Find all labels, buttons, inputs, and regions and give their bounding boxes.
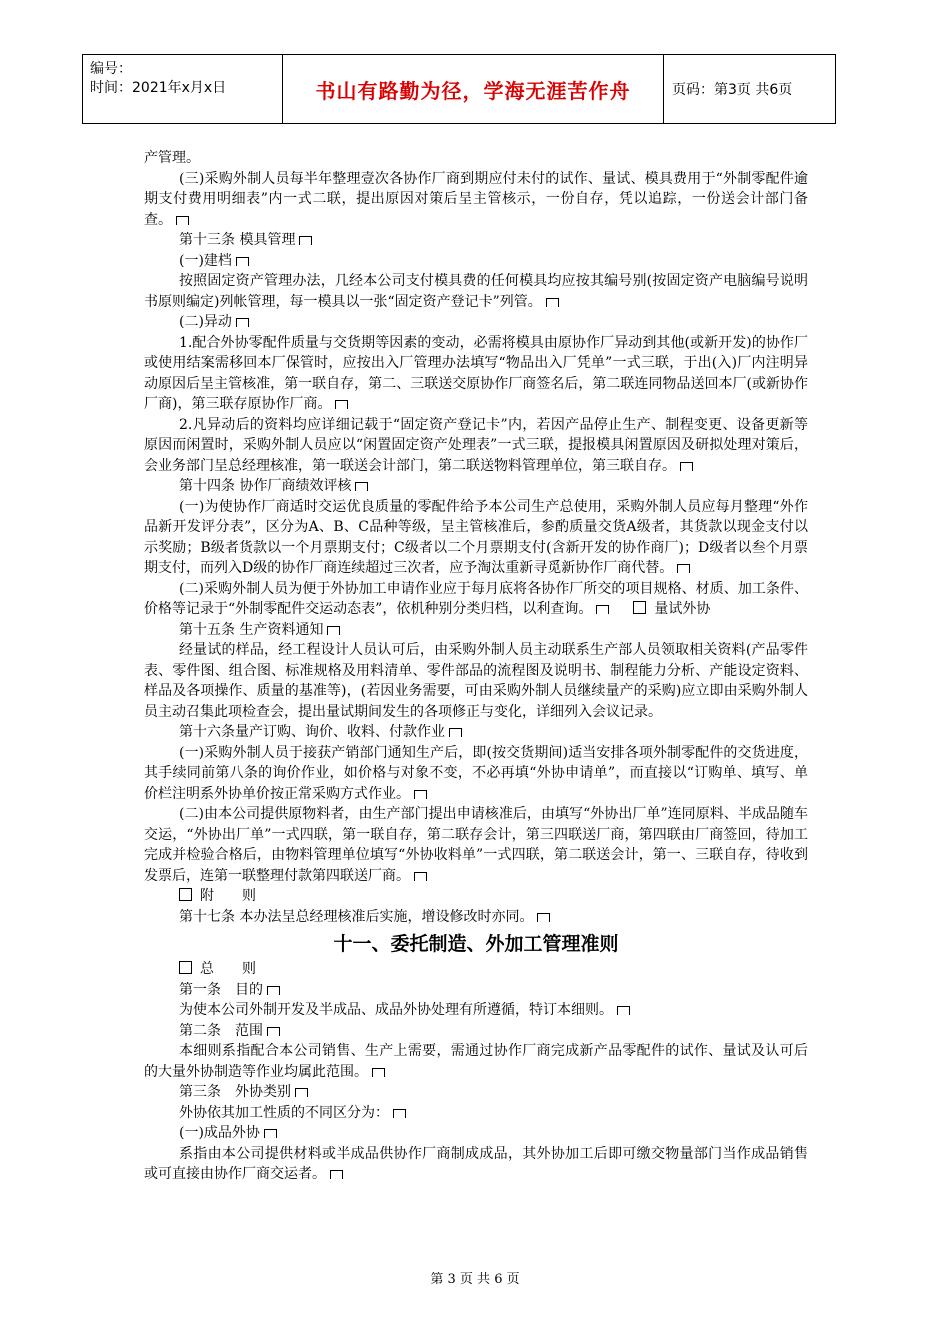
header-page-info: 页码：第3页 共6页 [672, 82, 793, 98]
paragraph [144, 169, 808, 231]
paragraph-text: 本细则系指配合本公司销售、生产上需要，需通过协作厂商完成新产品零配件的试作、量试及认可后的大量外协制造等作业均属此范围。 [144, 1043, 808, 1080]
doc-number-label: 编号： [90, 61, 132, 77]
paragraph-text: 第二条 范围 [179, 1022, 263, 1039]
section-part-2 [144, 959, 808, 1185]
checkbox-square-icon [633, 601, 646, 614]
paragraph-mark-icon [617, 1006, 630, 1015]
paragraph-mark-icon [680, 462, 693, 471]
section-heading [144, 959, 808, 980]
paragraph [144, 579, 808, 620]
checkbox-square-icon [179, 888, 192, 901]
paragraph-mark-icon [537, 913, 550, 922]
paragraph-mark-icon [393, 1109, 406, 1118]
paragraph [144, 1123, 808, 1144]
section-part-1 [144, 148, 808, 927]
paragraph-mark-icon [299, 236, 312, 245]
inline-section-heading [633, 601, 710, 617]
paragraph-mark-icon [267, 1027, 280, 1036]
paragraph-text: 第三条 外协类别 [179, 1084, 291, 1100]
paragraph [144, 415, 808, 477]
paragraph [144, 271, 808, 312]
paragraph [144, 148, 808, 169]
paragraph-text: 2.凡异动后的资料均应详细记载于“固定资产登记卡”内，若因产品停止生产、制程变更、设备更新等原因而闲置时，采购外制人员应以“闲置固定资产处理表”一式三联，提报模具闲置原因及研拟处理对策后，会业务部门呈总经理核准，第一联送会计部门，第二联送物料管理单位，第三联自存。 [144, 416, 808, 474]
paragraph-text: 1.配合外协零配件质量与交货期等因素的变动，必需将模具由原协作厂异动到其他(或新开发)的协作厂或使用结案需移回本厂保管时，应按出入厂管理办法填写“物品出入厂凭单”一式三联，于出(入)厂内注明异动原因后呈主管核准，第一联自存，第二、三联送交原协作厂商签名后，第二联连同物品送回本厂(或新协作厂商)，第三联存原协作厂商。 [144, 334, 808, 412]
paragraph [144, 312, 808, 333]
paragraph-text: (一)采购外制人员于接获产销部门通知生产后，即(按交货期间)适当安排各项外制零配件的交货进度，其手续同前第八条的询价作业，如价格与对象不变，不必再填“外协申请单”，而直接以“订购单、填写、单价栏注明系外协单价按正常采购方式作业。 [144, 744, 808, 802]
paragraph-mark-icon [449, 728, 462, 737]
paragraph-text: (三)采购外制人员每半年整理壹次各协作厂商到期应付未付的试作、量试、模具费用于“外制零配件逾期支付费用明细表”内一式二联，提出原因对策后呈主管核示，一份自存，凭以追踪，一份送会计部门备查。 [144, 170, 808, 228]
paragraph [144, 476, 808, 497]
page-footer: 第 3 页 共 6 页 [430, 1272, 520, 1287]
paragraph-text: (一)成品外协 [179, 1125, 260, 1141]
paragraph-mark-icon [677, 564, 690, 573]
paragraph [144, 251, 808, 272]
paragraph-text: (二)由本公司提供原物料者，由生产部门提出申请核准后，由填写“外协出厂单”连同原料、半成品随车交运，“外协出厂单”一式四联，第一联自存，第二联存会计，第三四联送厂商，第四联由厂商签回，待加工完成并检验合格后，由物料管理单位填写“外协收料单”一式四联，第二联送会计，第一、三联自存，待收到发票后，连第一联整理付款第四联送厂商。 [144, 806, 808, 884]
paragraph-mark-icon [264, 1129, 277, 1138]
inline-section-heading-text: 量试外协 [654, 601, 711, 617]
paragraph [144, 907, 808, 928]
paragraph-mark-icon [236, 318, 249, 327]
paragraph-text: 第十三条 模具管理 [179, 232, 296, 248]
paragraph-mark-icon [267, 986, 280, 995]
paragraph-text: 第十五条 生产资料通知 [179, 621, 324, 638]
paragraph-mark-icon [414, 790, 427, 799]
paragraph-text: 第十四条 协作厂商绩效评核 [179, 478, 352, 494]
paragraph-mark-icon [176, 216, 189, 225]
paragraph [144, 333, 808, 415]
header-meta [83, 55, 283, 123]
paragraph-text: (一)建档 [179, 252, 232, 269]
paragraph [144, 1041, 808, 1082]
paragraph-text: 总 则 [200, 961, 256, 977]
paragraph [144, 980, 808, 1001]
doc-time-label: 时间：2021年x月x日 [90, 80, 227, 96]
paragraph [144, 1103, 808, 1124]
paragraph-mark-icon [372, 1068, 385, 1077]
paragraph-mark-icon [335, 400, 348, 409]
paragraph-text: 外协依其加工性质的不同区分为： [179, 1104, 389, 1121]
paragraph [144, 743, 808, 805]
paragraph [144, 620, 808, 641]
paragraph-mark-icon [295, 1088, 308, 1097]
paragraph-text: 第十七条 本办法呈总经理核准后实施，增设修改时亦同。 [179, 908, 534, 925]
paragraph-mark-icon [327, 626, 340, 635]
chapter-title: 十一、委托制造、外加工管理准则 [333, 933, 619, 955]
paragraph-text: (二)采购外制人员为便于外协加工申请作业应于每月底将各协作厂所交的项目规格、材质、加工条件、价格等记录于“外制零配件交运动态表”，依机种别分类归档，以利查询。 [144, 580, 808, 617]
header-motto: 书山有路勤为径，学海无涯苦作舟 [283, 55, 664, 123]
paragraph-mark-icon [414, 872, 427, 881]
paragraph [144, 640, 808, 722]
paragraph [144, 497, 808, 579]
paragraph [144, 722, 808, 743]
paragraph-mark-icon [355, 482, 368, 491]
page-header [82, 54, 836, 124]
paragraph-mark-icon [596, 605, 609, 614]
paragraph-text: 产管理。 [144, 150, 200, 166]
paragraph [144, 230, 808, 251]
paragraph-text: 经量试的样品，经工程设计人员认可后，由采购外制人员主动联系生产部人员领取相关资料(产品零件表、零件图、组合图、标准规格及用料清单、零件部品的流程图及说明书、制程能力分析、产能设定资料、样品及各项操作、质量的基准等)，(若因业务需要，可由采购外制人员继续量产的采购)应立即由采购外制人员主动召集此项检查会，提出量试期间发生的各项修正与变化，详细列入会议记录。 [144, 642, 808, 720]
paragraph-text: 为使本公司外制开发及半成品、成品外协处理有所遵循，特订本细则。 [179, 1002, 613, 1018]
document-body [144, 148, 808, 1185]
paragraph-text: 附 则 [200, 888, 256, 904]
paragraph-text: 按照固定资产管理办法，几经本公司支付模具费的任何模具均应按其编号别(按固定资产电脑编号说明书原则编定)列帐管理，每一模具以一张“固定资产登记卡”列管。 [144, 273, 808, 310]
paragraph-mark-icon [546, 298, 559, 307]
section-heading [144, 886, 808, 907]
checkbox-square-icon [179, 961, 192, 974]
paragraph-text: 系指由本公司提供材料或半成品供协作厂商制成成品，其外协加工后即可缴交物量部门当作成品销售或可直接由协作厂商交运者。 [144, 1145, 808, 1182]
paragraph-text: 第一条 目的 [179, 981, 263, 998]
paragraph [144, 1021, 808, 1042]
paragraph-text: (二)异动 [179, 314, 232, 330]
paragraph-text: 第十六条量产订购、询价、收料、付款作业 [179, 724, 445, 740]
paragraph-text: (一)为使协作厂商适时交运优良质量的零配件给予本公司生产总使用，采购外制人员应每月整理“外作品新开发评分表”，区分为A、B、C品种等级，呈主管核准后，参酌质量交货A级者，其货款以现金支付以示奖励；B级者货款以一个月票期支付；C级者以二个月票期支付(含新开发的协作商厂)；D级者以叁个月票期支付，而列入D级的协作厂商连续超过三次者，应予淘汰重新寻觅新协作厂商代替。 [144, 498, 808, 576]
paragraph [144, 1000, 808, 1021]
paragraph-mark-icon [236, 257, 249, 266]
paragraph [144, 1082, 808, 1103]
paragraph-mark-icon [330, 1170, 343, 1179]
paragraph [144, 804, 808, 886]
paragraph [144, 1144, 808, 1185]
